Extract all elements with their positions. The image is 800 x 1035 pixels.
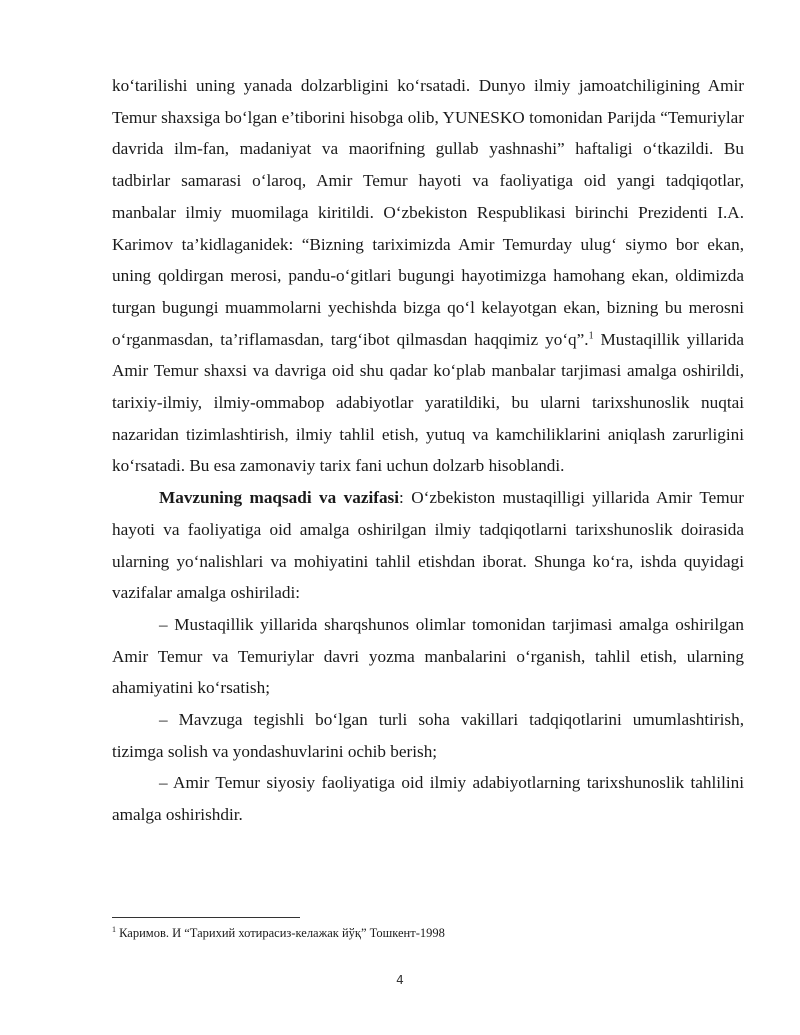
task-item-3: – Amir Temur siyosiy faoliyatiga oid ilmiy adabiyotlarning tarixshunoslik tahlilini amalga oshirishdir.	[112, 773, 744, 825]
footnote-number: 1	[112, 924, 116, 934]
body-text	[112, 70, 744, 831]
paragraph-intro-continued: Mustaqillik yillarida Amir Temur shaxsi va davriga oid shu qadar ko‘plab manbalar tarjimasi amalga oshirildi, tarixiy-ilmiy, ilmiy-ommabop adabiyotlar yaratildiki, bu ularni tarixshunoslik nuqtai nazaridan tizimlashtirish, ilmiy tahlil etish, yutuq va kamchiliklarini aniqlash zarurligini ko‘rsatadi. Bu esa zamonaviy tarix fani uchun dolzarb hisoblandi.	[112, 329, 744, 476]
footnote-divider	[112, 917, 300, 918]
section-heading-goal: Mavzuning maqsadi va vazifasi	[159, 488, 400, 508]
paragraph-goal-text: : O‘zbekiston mustaqilligi yillarida Amir Temur hayoti va faoliyatiga oid amalga oshirilgan ilmiy tadqiqotlarni tarixshunoslik doirasida ularning yo‘nalishlari va mohiyatini tahlil etishdan iborat. Shunga ko‘ra, ishda quyidagi vazifalar amalga oshiriladi:	[112, 488, 744, 603]
task-item-1: – Mustaqillik yillarida sharqshunos olimlar tomonidan tarjimasi amalga oshirilgan Amir Temur va Temuriylar davri yozma manbalarini o‘rganish, tahlil etish, ularning ahamiyatini ko‘rsatish;	[112, 614, 744, 698]
paragraph-goal	[112, 482, 744, 609]
paragraph-intro	[112, 70, 744, 482]
footnote-reference[interactable]: 1	[588, 329, 594, 341]
task-item-2: – Mavzuga tegishli bo‘lgan turli soha vakillari tadqiqotlarini umumlashtirish, tizimga solish va yondashuvlarini ochib berish;	[112, 710, 744, 761]
page-number: 4	[396, 973, 404, 987]
paragraph-intro-text: ko‘tarilishi uning yanada dolzarbligini ko‘rsatadi. Dunyo ilmiy jamoatchiligining Amir Temur shaxsiga bo‘lgan e’tiborini hisobga olib, YUNESKO tomonidan Parijda “Temuriylar davrida ilm-fan, madaniyat va maorifning gullab yashnashi” haftaligi o‘tkazildi. Bu tadbirlar samarasi o‘laroq, Amir Temur hayoti va faoliyatiga oid yangi tadqiqotlar, manbalar ilmiy muomilaga kiritildi. O‘zbekiston Respublikasi birinchi Prezidenti I.A. Karimov ta’kidlaganidek: “Bizning tariximizda Amir Temurday ulug‘ siymo bor ekan, uning qoldirgan merosi, pandu-o‘gitlari bugungi hayotimizga hamohang ekan, oldimizda turgan bugungi muammolarni yechishda bizga qo‘l kelayotgan ekan, bizning bu merosni o‘rganmasdan, ta’riflamasdan, targ‘ibot qilmasdan haqqimiz yo‘q”.	[112, 76, 744, 349]
footnote	[112, 925, 752, 941]
footnote-text: Каримов. И “Тарихий хотирасиз-келажак йўқ” Тошкент-1998	[116, 926, 445, 940]
